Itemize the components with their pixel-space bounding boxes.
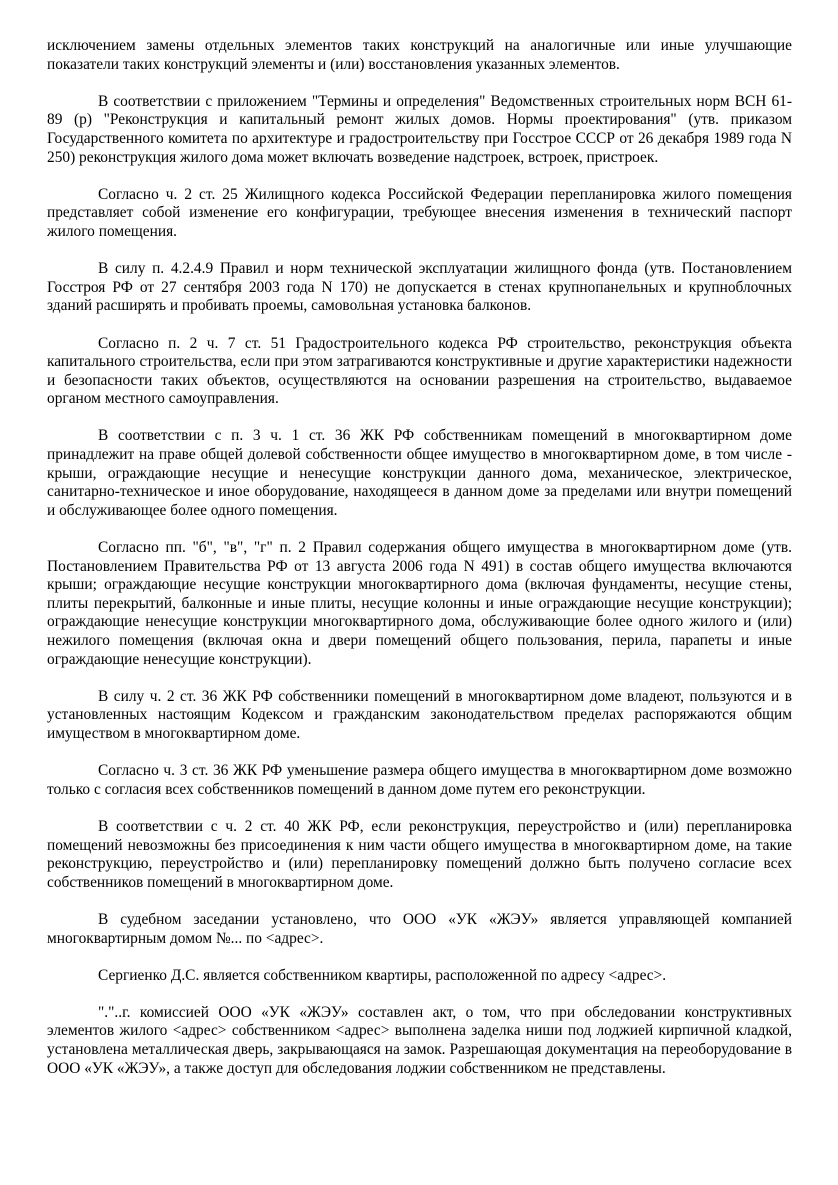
paragraph-4: В силу п. 4.2.4.9 Правил и норм технической эксплуатации жилищного фонда (утв. Постановлением Госстроя РФ от 27 сентября 2003 года N 170) не допускается в стенах крупнопанельных и крупноблочных зданий расширять и пробивать проемы, самовольная установка балконов. [47, 260, 792, 315]
paragraph-5: Согласно п. 2 ч. 7 ст. 51 Градостроительного кодекса РФ строительство, реконструкция объекта капитального строительства, если при этом затрагиваются конструктивные и другие характеристики надежности и безопасности таких объектов, осуществляются на основании разрешения на строительство, выдаваемое органом местного самоуправления. [47, 334, 792, 408]
paragraph-11: В судебном заседании установлено, что ООО «УК «ЖЭУ» является управляющей компанией многоквартирным домом №... по <адрес>. [47, 910, 792, 947]
paragraph-12: Сергиенко Д.С. является собственником квартиры, расположенной по адресу <адрес>. [98, 966, 667, 984]
paragraph-2: В соответствии с приложением "Термины и определения" Ведомственных строительных норм ВСН 61-89 (р) "Реконструкция и капитальный ремонт жилых домов. Нормы проектирования" (утв. приказом Государственного комитета по архитектуре и градостроительству при Госстрое СССР от 26 декабря 1989 года N 250) реконструкция жилого дома может включать возведение надстроек, встроек, пристроек. [47, 92, 792, 166]
paragraph-7: Согласно пп. "б", "в", "г" п. 2 Правил содержания общего имущества в многоквартирном доме (утв. Постановлением Правительства РФ от 13 августа 2006 года N 491) в состав общего имущества включаются крыши; ограждающие несущие конструкции многоквартирного дома (включая фундаменты, несущие стены, плиты перекрытий, балконные и иные плиты, несущие колонны и иные ограждающие несущие конструкции); ограждающие ненесущие конструкции многоквартирного дома, обслуживающие более одного жилого и (или) нежилого помещения (включая окна и двери помещений общего пользования, перила, парапеты и иные ограждающие ненесущие конструкции). [47, 539, 792, 668]
paragraph-3: Согласно ч. 2 ст. 25 Жилищного кодекса Российской Федерации перепланировка жилого помещения представляет собой изменение его конфигурации, требующее внесения изменения в технический паспорт жилого помещения. [47, 185, 792, 240]
paragraph-1: исключением замены отдельных элементов таких конструкций на аналогичные или иные улучшающие показатели таких конструкций элементы и (или) восстановления указанных элементов. [47, 37, 792, 73]
paragraph-13: "."..г. комиссией ООО «УК «ЖЭУ» составлен акт, о том, что при обследовании конструктивных элементов жилого <адрес> собственником <адрес> выполнена заделка ниши под лоджией кирпичной кладкой, установлена металлическая дверь, закрывающаяся на замок. Разрешающая документация на переоборудование в ООО «УК «ЖЭУ», а также доступ для обследования лоджии собственником не представлены. [47, 1003, 792, 1077]
paragraph-9: Согласно ч. 3 ст. 36 ЖК РФ уменьшение размера общего имущества в многоквартирном доме возможно только с согласия всех собственников помещений в данном доме путем его реконструкции. [47, 762, 792, 798]
paragraph-8: В силу ч. 2 ст. 36 ЖК РФ собственники помещений в многоквартирном доме владеют, пользуются и в установленных настоящим Кодексом и гражданским законодательством пределах распоряжаются общим имуществом в многоквартирном доме. [47, 687, 792, 742]
document-page [47, 37, 792, 1078]
paragraph-10: В соответствии с ч. 2 ст. 40 ЖК РФ, если реконструкция, переустройство и (или) перепланировка помещений невозможны без присоединения к ним части общего имущества в многоквартирном доме, на такие реконструкцию, переустройство и (или) перепланировку помещений должно быть получено согласие всех собственников помещений в многоквартирном доме. [47, 817, 792, 891]
paragraph-6: В соответствии с п. 3 ч. 1 ст. 36 ЖК РФ собственникам помещений в многоквартирном доме принадлежит на праве общей долевой собственности общее имущество в многоквартирном доме, в том числе - крыши, ограждающие несущие и ненесущие конструкции данного дома, механическое, электрическое, санитарно-техническое и иное оборудование, находящееся в данном доме за пределами или внутри помещений и обслуживающее более одного помещения. [47, 427, 792, 519]
